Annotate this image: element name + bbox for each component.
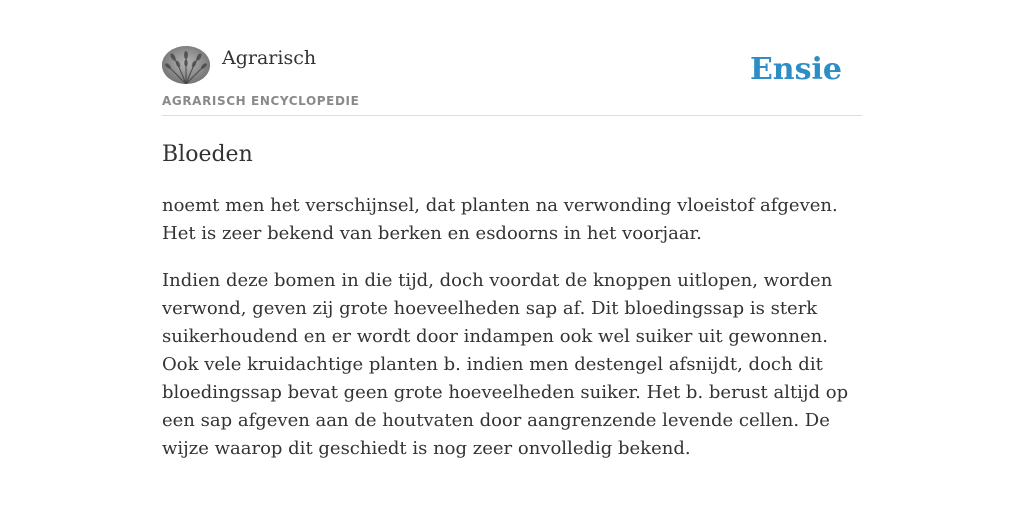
source-subtitle: AGRARISCH ENCYCLOPEDIE	[162, 94, 360, 108]
article-title: Bloeden	[162, 142, 253, 167]
article-body	[162, 192, 862, 482]
article-card	[162, 0, 862, 512]
header-divider	[162, 115, 862, 116]
article-paragraph: Indien deze bomen in die tijd, doch voordat de knoppen uitlopen, worden verwond, geven zij grote hoeveelheden sap af. Dit bloedingssap is sterk suikerhoudend en er wordt door indampen ook wel suiker uit gewonnen. Ook vele kruidachtige planten b. indien men destengel afsnijdt, doch dit bloedingssap bevat geen grote hoeveelheden suiker. Het b. berust altijd op een sap afgeven aan de houtvaten door aangrenzende levende cellen. De wijze waarop dit geschiedt is nog zeer onvolledig bekend.	[162, 270, 849, 459]
wheat-ears-icon	[162, 46, 210, 84]
source-name[interactable]: Agrarisch	[222, 47, 317, 69]
brand-logo[interactable]: Ensie	[749, 52, 842, 87]
article-paragraph: noemt men het verschijnsel, dat planten na verwonding vloeistof afgeven. Het is zeer bekend van berken en esdoorns in het voorjaar.	[162, 195, 838, 244]
